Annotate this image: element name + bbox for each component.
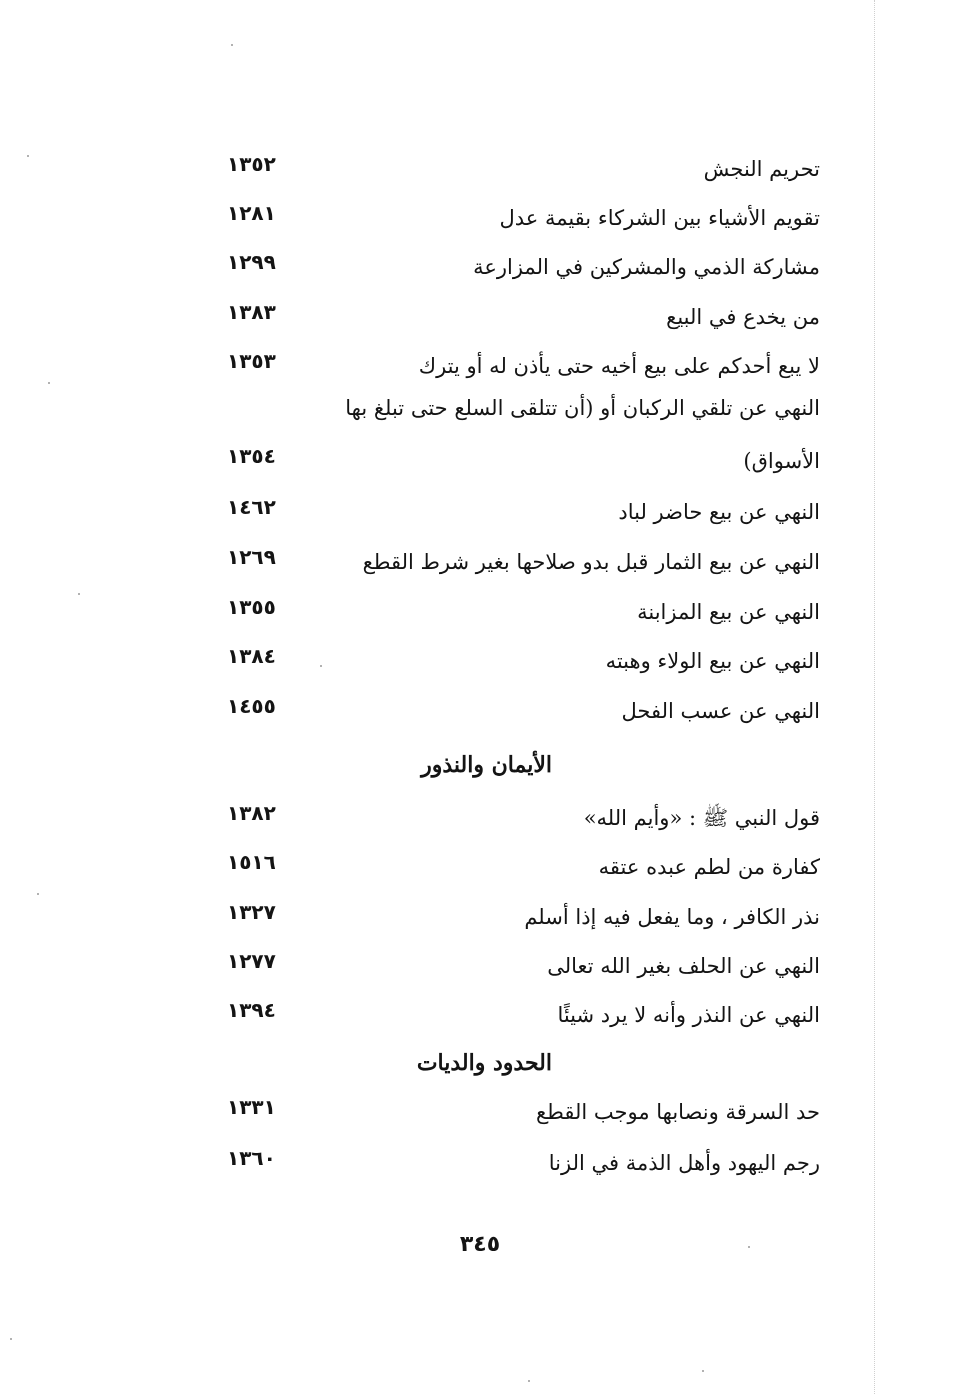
index-entry — [200, 440, 820, 480]
index-entry — [200, 690, 820, 730]
entry-title: النهي عن عسب الفحل — [621, 698, 820, 723]
entry-number: ١٣٨٢ — [227, 801, 276, 825]
section-heading-oaths: الأيمان والنذور — [421, 752, 552, 778]
entry-number: ١٣٩٤ — [227, 998, 276, 1022]
index-entry — [200, 945, 820, 985]
entry-number: ١٢٨١ — [227, 201, 276, 225]
entry-title: النهي عن النذر وأنه لا يرد شيئًا — [557, 1002, 820, 1027]
index-entry — [200, 246, 820, 286]
entry-title: النهي عن بيع الولاء وهبته — [605, 648, 820, 673]
entry-title: النهي عن بيع الثمار قبل بدو صلاحها بغير شرط القطع — [362, 549, 820, 574]
index-entry — [200, 491, 820, 531]
page-number: ٣٤٥ — [459, 1232, 501, 1257]
entry-title: مشاركة الذمي والمشركين في المزارعة — [473, 254, 820, 279]
section-heading-hudud: الحدود والديات — [416, 1050, 552, 1076]
index-entry — [200, 994, 820, 1034]
scan-speck — [702, 1370, 704, 1372]
entry-number: ١٤٥٥ — [227, 694, 276, 718]
entry-title: تقويم الأشياء بين الشركاء بقيمة عدل — [499, 205, 820, 230]
index-entry — [200, 296, 820, 336]
entry-number: ١٣٦٠ — [227, 1146, 276, 1170]
entry-number: ١٢٩٩ — [227, 250, 276, 274]
entry-title-line: النهي عن تلقي الركبان أو (أن تتلقى السلع حتى تبلغ بها — [345, 396, 820, 420]
entry-title: حد السرقة ونصابها موجب القطع — [535, 1099, 820, 1124]
index-entry — [200, 846, 820, 886]
index-entry — [200, 197, 820, 237]
index-entry — [200, 541, 820, 581]
scan-speck — [78, 593, 80, 595]
entry-title: نذر الكافر ، وما يفعل فيه إذا أسلم — [524, 904, 820, 929]
entry-number: ١٣٨٣ — [227, 300, 276, 324]
entry-number: ١٢٧٧ — [227, 949, 276, 973]
scan-speck — [528, 1380, 530, 1382]
entry-title: لا يبع أحدكم على بيع أخيه حتى يأذن له أو يترك — [418, 353, 820, 378]
entry-number: ١٣٨٤ — [227, 644, 276, 668]
index-entry — [200, 797, 820, 837]
scan-speck — [748, 1246, 750, 1248]
scan-speck — [48, 382, 50, 384]
scan-speck — [231, 44, 233, 46]
entry-number: ١٣٥٥ — [227, 595, 276, 619]
entry-title: من يخدع في البيع — [666, 304, 820, 329]
entry-number: ١٢٦٩ — [227, 545, 276, 569]
index-entry — [200, 896, 820, 936]
entry-number: ١٣٢٧ — [227, 900, 276, 924]
index-entry — [200, 148, 820, 188]
index-entry — [200, 640, 820, 680]
scan-speck — [10, 1338, 12, 1340]
entry-title: قول النبي ﷺ : «وأيم الله» — [583, 805, 820, 830]
entry-title: كفارة من لطم عبده عتقه — [598, 854, 820, 879]
scan-speck — [37, 893, 39, 895]
entry-title: رجم اليهود وأهل الذمة في الزنا — [548, 1150, 820, 1175]
entry-number: ١٣٥٤ — [227, 444, 276, 468]
index-entry — [200, 1091, 820, 1131]
index-entry — [200, 1142, 820, 1182]
entry-number: ١٣٥٢ — [227, 152, 276, 176]
scan-speck — [320, 665, 322, 667]
entry-title: النهي عن الحلف بغير الله تعالى — [547, 953, 820, 978]
entry-title: النهي عن بيع المزابنة — [637, 599, 820, 624]
entry-number: ١٣٣١ — [227, 1095, 276, 1119]
scan-speck — [27, 155, 29, 157]
entry-title: النهي عن بيع حاضر لباد — [618, 499, 820, 524]
index-entry — [200, 345, 820, 385]
entry-number: ١٤٦٢ — [227, 495, 276, 519]
binding-edge-dots — [874, 0, 876, 1394]
entry-number: ١٥١٦ — [227, 850, 276, 874]
entry-number: ١٣٥٣ — [227, 349, 276, 373]
entry-title: تحريم النجش — [703, 156, 820, 181]
index-entry — [200, 591, 820, 631]
entry-title: الأسواق) — [743, 448, 820, 473]
